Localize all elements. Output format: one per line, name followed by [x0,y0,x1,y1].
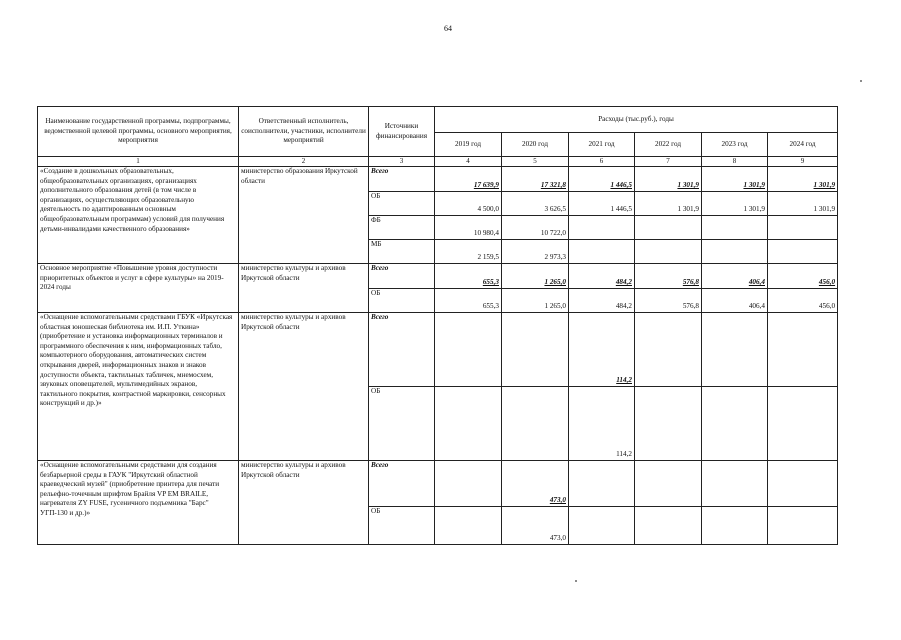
amount-cell: 1 446,5 [569,167,635,192]
header-year: 2023 год [702,133,768,157]
funding-source: ОБ [369,507,435,545]
amount-cell: 2 159,5 [435,240,502,264]
funding-source: Всего [369,461,435,507]
amount-cell [635,216,702,240]
funding-source: Всего [369,167,435,192]
funding-source: ОБ [369,289,435,313]
amount-cell: 1 265,0 [502,264,569,289]
column-number: 5 [502,157,569,167]
header-year: 2024 год [768,133,838,157]
executor: министерство культуры и архивов Иркутской области [239,461,369,545]
activity-name: Основное мероприятие «Повышение уровня доступности приоритетных объектов и услуг в сфере культуры» на 2019-2024 годы [38,264,239,313]
amount-cell: 114,2 [569,387,635,461]
amount-cell: 655,3 [435,289,502,313]
amount-cell [768,507,838,545]
amount-cell [569,240,635,264]
amount-cell: 406,4 [702,264,768,289]
amount-cell [635,313,702,387]
amount-cell [569,461,635,507]
amount-cell [702,461,768,507]
amount-cell [569,507,635,545]
amount-cell [702,507,768,545]
header-year: 2020 год [502,133,569,157]
page-number: 64 [444,24,452,33]
amount-cell: 114,2 [569,313,635,387]
amount-cell: 406,4 [702,289,768,313]
amount-cell: 1 446,5 [569,192,635,216]
amount-cell [702,240,768,264]
amount-cell [768,461,838,507]
amount-cell [768,387,838,461]
header-executor: Ответственный исполнитель, соисполнители, участники, исполнители мероприятий [239,107,369,157]
expenses-table [37,106,838,545]
header-year: 2021 год [569,133,635,157]
funding-source: ФБ [369,216,435,240]
column-number: 4 [435,157,502,167]
amount-cell: 655,3 [435,264,502,289]
amount-cell [635,240,702,264]
scan-speck [860,80,862,82]
amount-cell: 1 301,9 [768,167,838,192]
amount-cell: 10 980,4 [435,216,502,240]
amount-cell: 473,0 [502,461,569,507]
amount-cell [635,461,702,507]
funding-source: ОБ [369,192,435,216]
amount-cell: 1 301,9 [702,167,768,192]
amount-cell [502,313,569,387]
amount-cell [702,387,768,461]
amount-cell: 10 722,0 [502,216,569,240]
column-number: 9 [768,157,838,167]
amount-cell [435,387,502,461]
amount-cell: 1 301,9 [635,167,702,192]
amount-cell: 456,0 [768,289,838,313]
column-number: 7 [635,157,702,167]
amount-cell: 1 301,9 [768,192,838,216]
amount-cell [635,387,702,461]
amount-cell: 456,0 [768,264,838,289]
table-row [38,264,838,289]
amount-cell [569,216,635,240]
amount-cell: 17 639,9 [435,167,502,192]
amount-cell [502,387,569,461]
amount-cell: 17 321,8 [502,167,569,192]
column-number: 2 [239,157,369,167]
amount-cell [435,507,502,545]
amount-cell: 484,2 [569,289,635,313]
amount-cell [768,216,838,240]
amount-cell [435,313,502,387]
amount-cell [435,461,502,507]
amount-cell: 4 500,0 [435,192,502,216]
header-name: Наименование государственной программы, подпрограммы, ведомственной целевой программы, основного мероприятия, мероприятия [38,107,239,157]
activity-name: «Оснащение вспомогательными средствами ГБУК «Иркутская областная юношеская библиотека им. И.П. Уткина» (приобретение и установка информационных терминалов и программного обеспечения к ним, информационных табло, компьютерного оборудования, автоматических систем открывания дверей, информационных знаков и знаков доступности объекта, тактильных табличек, мнемосхем, звуковых оповещателей, мультимедийных экранов, тактильного покрытия, контрастной маркировки, сенсорных конструкций и др.)» [38,313,239,461]
amount-cell [635,507,702,545]
amount-cell: 1 301,9 [702,192,768,216]
header-sources: Источники финансирования [369,107,435,157]
header-year: 2022 год [635,133,702,157]
activity-name: «Оснащение вспомогательными средствами для создания безбарьерной среды в ГАУК "Иркутский областной краеведческий музей" (приобретение принтера для печати рельефно-точечным шрифтом Брайля VP EM BRAILE, нагревателя ZY FUSE, гусеничного подъемника "Барс" УГП-130 и др.)» [38,461,239,545]
amount-cell: 473,0 [502,507,569,545]
table-row [38,313,838,387]
activity-name: «Создание в дошкольных образовательных, общеобразовательных организациях, организациях дополнительного образования детей (в том числе в организациях, осуществляющих образовательную деятельность по адаптированным основным общеобразовательным программам) условий для получения детьми-инвалидами качественного образования» [38,167,239,264]
amount-cell [702,313,768,387]
funding-source: МБ [369,240,435,264]
executor: министерство культуры и архивов Иркутской области [239,313,369,461]
funding-source: ОБ [369,387,435,461]
amount-cell [768,313,838,387]
table-row [38,461,838,507]
funding-source: Всего [369,313,435,387]
scan-speck [575,580,577,582]
amount-cell: 1 265,0 [502,289,569,313]
amount-cell: 576,8 [635,264,702,289]
funding-source: Всего [369,264,435,289]
column-number: 8 [702,157,768,167]
executor: министерство культуры и архивов Иркутской области [239,264,369,313]
column-number: 3 [369,157,435,167]
table-row [38,167,838,192]
executor: министерство образования Иркутской области [239,167,369,264]
amount-cell [768,240,838,264]
column-number: 6 [569,157,635,167]
amount-cell: 2 973,3 [502,240,569,264]
amount-cell: 1 301,9 [635,192,702,216]
header-expenses: Расходы (тыс.руб.), годы [435,107,838,133]
amount-cell: 3 626,5 [502,192,569,216]
amount-cell: 576,8 [635,289,702,313]
header-year: 2019 год [435,133,502,157]
amount-cell: 484,2 [569,264,635,289]
amount-cell [702,216,768,240]
column-number: 1 [38,157,239,167]
